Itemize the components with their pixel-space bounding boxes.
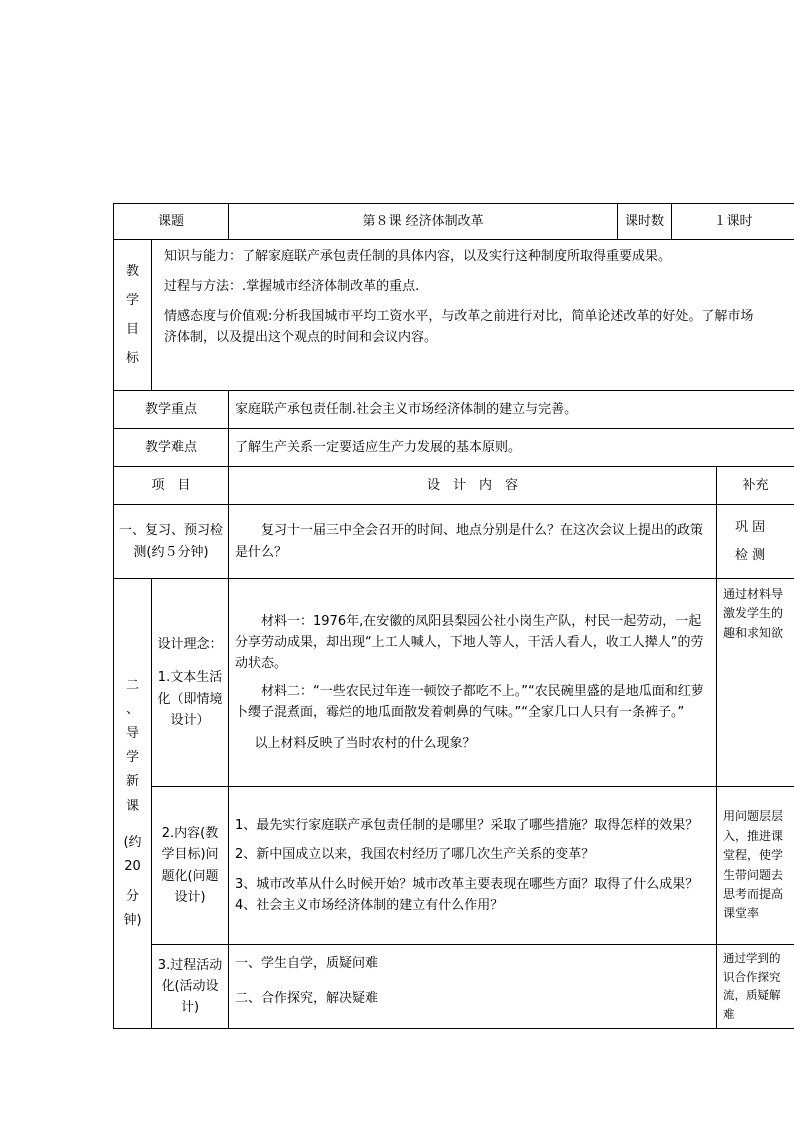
question-3: 3、城市改革从什么时候开始？城市改革主要表现在哪些方面？取得了什么成果？4、社会主义市场经济体制的建立有什么作用？ — [235, 876, 699, 913]
lesson-row-1 — [114, 579, 794, 787]
question-2: 2、新中国成立以来，我国农村经历了哪几次生产关系的变革？ — [235, 847, 595, 863]
new-lesson-char: 20 — [124, 858, 141, 874]
review-label: 一、复习、预习检测(约５分钟) — [114, 505, 229, 579]
goal-knowledge: 知识与能力：了解家庭联产承包责任制的具体内容，以及实行这种制度所取得重要成果。 — [164, 249, 672, 264]
row1-supplement: 通过材料导激发学生的趣和求知欲 — [717, 579, 794, 787]
goals-label-char: 目 — [125, 322, 139, 337]
new-lesson-char: 分 — [125, 888, 139, 904]
lesson-row-2 — [114, 787, 794, 945]
difficulties-row — [114, 429, 794, 467]
key-points-value: 家庭联产承包责任制.社会主义市场经济体制的建立与完善。 — [229, 391, 794, 429]
activities-content — [229, 945, 717, 1029]
review-supp-2: 检 测 — [735, 547, 766, 563]
new-lesson-char: 、 — [125, 702, 139, 718]
new-lesson-char: 钟) — [123, 912, 142, 928]
lesson-row-3 — [114, 945, 794, 1029]
new-lesson-char: 新 — [125, 774, 139, 790]
hours-label: 课时数 — [618, 204, 672, 240]
col-design: 设 计 内 容 — [229, 467, 717, 505]
questions-content — [229, 787, 717, 945]
new-lesson-label — [114, 579, 152, 1029]
new-lesson-char: (约 — [123, 834, 142, 850]
row3-supplement: 通过学到的识合作探究流，质疑解难 — [717, 945, 794, 1029]
goals-label — [114, 240, 152, 391]
new-lesson-char: 学 — [125, 750, 139, 766]
design-concept-title: 设计理念： — [157, 637, 223, 653]
col-supplement: 补充 — [717, 467, 794, 505]
material-2: 材料二：“一些农民过年连一顿饺子都吃不上。”“农民碗里盛的是地瓜面和红萝卜缨子混煮面，霉烂的地瓜面散发着刺鼻的气味。”“全家几口人只有一条裤子。” — [235, 683, 704, 720]
goals-row — [114, 240, 794, 391]
goal-emotion-line2: 济体制，以及提出这个观点的时间和会议内容。 — [164, 330, 438, 346]
activity-2: 二、合作探究，解决疑难 — [235, 991, 379, 1007]
row2-supplement: 用问题层层入，推进课堂程，使学生带问题去思考而提高课堂率 — [717, 787, 794, 945]
question-1: 1、最先实行家庭联产承包责任制的是哪里？采取了哪些措施？取得怎样的效果？ — [235, 818, 699, 834]
review-row — [114, 505, 794, 579]
row2-label: 2.内容(教学目标)问题化(问题设计) — [152, 787, 229, 945]
goals-label-char: 教 — [125, 263, 139, 279]
key-points-row — [114, 391, 794, 429]
goals-label-char: 学 — [125, 292, 139, 308]
topic-value: 第８课 经济体制改革 — [229, 204, 618, 240]
row3-label: 3.过程活动化(活动设计) — [152, 945, 229, 1029]
review-supp-1: 巩 固 — [735, 520, 766, 536]
difficulties-value: 了解生产关系一定要适应生产力发展的基本原则。 — [229, 429, 794, 467]
materials-content — [229, 579, 717, 787]
activity-1: 一、学生自学，质疑问难 — [235, 956, 379, 971]
design-concept-label — [152, 579, 229, 787]
design-concept-sub: 1.文本生活化（即情境设计） — [157, 670, 223, 728]
review-supplement — [717, 505, 794, 579]
key-points-label: 教学重点 — [114, 391, 229, 429]
difficulties-label: 教学难点 — [114, 429, 229, 467]
col-item: 项 目 — [114, 467, 229, 505]
lesson-plan-table — [113, 203, 794, 1029]
material-1: 材料一：1976年,在安徽的凤阳县梨园公社小岗生产队，村民一起劳动，一起分享劳动成果，却出现“上工人喊人，下地人等人，干活人看人，收工人撵人”的劳动状态。 — [235, 614, 704, 672]
new-lesson-char: 二 — [125, 678, 139, 694]
new-lesson-char: 课 — [125, 798, 139, 814]
column-header-row — [114, 467, 794, 505]
goals-content — [152, 240, 794, 391]
material-question: 以上材料反映了当时农村的什么现象？ — [254, 735, 476, 751]
hours-value: １课时 — [672, 204, 794, 240]
header-row — [114, 204, 794, 240]
goals-label-char: 标 — [125, 351, 139, 367]
review-content: 复习十一届三中全会召开的时间、地点分别是什么？在这次会议上提出的政策是什么？ — [229, 505, 717, 579]
goal-emotion-line1: 情感态度与价值观:分析我国城市平均工资水平，与改革之前进行对比，简单论述改革的好处。了解市场 — [164, 309, 754, 325]
goal-process: 过程与方法：.掌握城市经济体制改革的重点. — [164, 279, 420, 295]
new-lesson-char: 导 — [125, 726, 139, 742]
topic-label: 课题 — [114, 204, 229, 240]
